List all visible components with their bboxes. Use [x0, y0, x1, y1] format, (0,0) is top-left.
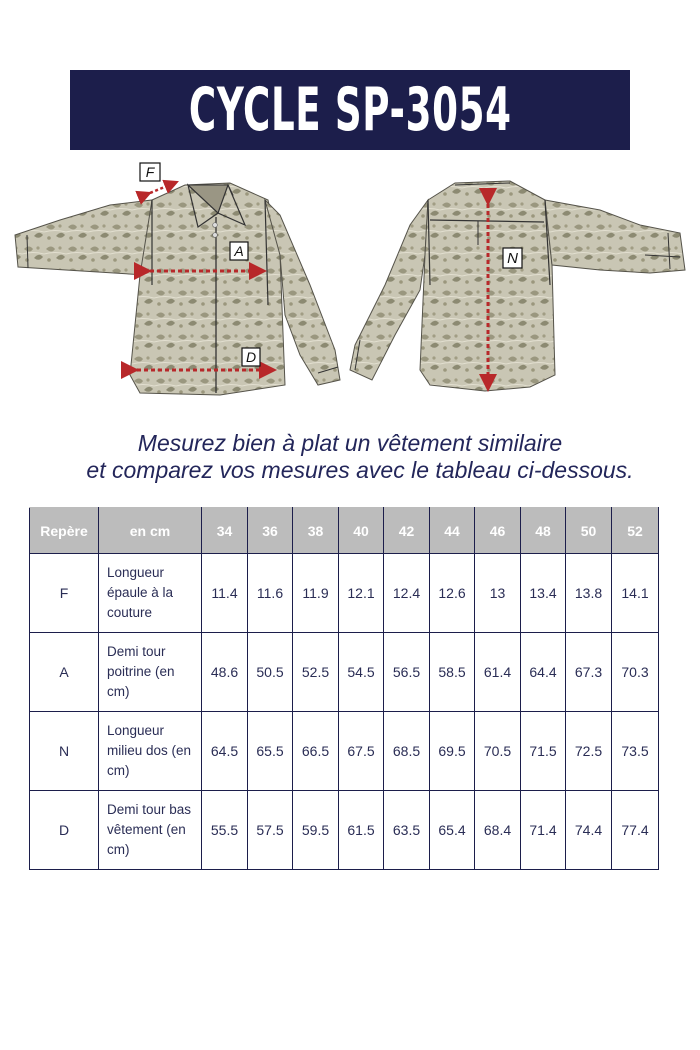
cell-value: 52.5 [293, 633, 339, 712]
garment-illustrations [0, 155, 700, 400]
row-repere: D [30, 791, 99, 870]
cell-value: 61.5 [339, 791, 384, 870]
cell-value: 70.5 [475, 712, 521, 791]
header-size-50: 50 [566, 508, 612, 554]
table-row [30, 791, 659, 870]
cell-value: 11.6 [248, 554, 293, 633]
header-size-38: 38 [293, 508, 339, 554]
cell-value: 12.1 [339, 554, 384, 633]
cell-value: 63.5 [384, 791, 430, 870]
cell-value: 71.4 [521, 791, 566, 870]
cell-value: 13.8 [566, 554, 612, 633]
header-size-52: 52 [612, 508, 659, 554]
header-size-34: 34 [202, 508, 248, 554]
cell-value: 56.5 [384, 633, 430, 712]
svg-text:A: A [234, 243, 244, 259]
cell-value: 13 [475, 554, 521, 633]
row-label: Demi tour bas vêtement (en cm) [99, 791, 202, 870]
back-shirt-illustration [350, 181, 685, 391]
cell-value: 67.3 [566, 633, 612, 712]
cell-value: 11.9 [293, 554, 339, 633]
instructions-line-2: et comparez vos mesures avec le tableau ci-dessous. [86, 457, 634, 483]
table-row [30, 633, 659, 712]
cell-value: 69.5 [430, 712, 475, 791]
cell-value: 58.5 [430, 633, 475, 712]
row-repere: A [30, 633, 99, 712]
header-size-36: 36 [248, 508, 293, 554]
measurement-instructions [0, 430, 700, 484]
front-shirt-illustration [15, 163, 340, 395]
row-label: Longueur épaule à la couture [99, 554, 202, 633]
cell-value: 70.3 [612, 633, 659, 712]
row-label: Demi tour poitrine (en cm) [99, 633, 202, 712]
cell-value: 68.5 [384, 712, 430, 791]
cell-value: 65.4 [430, 791, 475, 870]
cell-value: 50.5 [248, 633, 293, 712]
header-size-46: 46 [475, 508, 521, 554]
cell-value: 11.4 [202, 554, 248, 633]
instructions-line-1: Mesurez bien à plat un vêtement similaire [137, 430, 563, 456]
svg-text:N: N [507, 250, 518, 267]
cell-value: 71.5 [521, 712, 566, 791]
cell-value: 55.5 [202, 791, 248, 870]
cell-value: 61.4 [475, 633, 521, 712]
cell-value: 48.6 [202, 633, 248, 712]
cell-value: 57.5 [248, 791, 293, 870]
table-row [30, 554, 659, 633]
cell-value: 54.5 [339, 633, 384, 712]
cell-value: 65.5 [248, 712, 293, 791]
cell-value: 74.4 [566, 791, 612, 870]
size-chart-table [29, 507, 659, 870]
cell-value: 64.4 [521, 633, 566, 712]
cell-value: 73.5 [612, 712, 659, 791]
header-size-48: 48 [521, 508, 566, 554]
svg-text:F: F [145, 164, 155, 180]
cell-value: 13.4 [521, 554, 566, 633]
cell-value: 66.5 [293, 712, 339, 791]
cell-value: 77.4 [612, 791, 659, 870]
page-title: CYCLE SP-3054 [188, 75, 512, 145]
row-repere: N [30, 712, 99, 791]
cell-value: 64.5 [202, 712, 248, 791]
title-banner [70, 70, 630, 150]
table-header-row [30, 508, 659, 554]
header-repere: Repère [30, 508, 99, 554]
header-unit: en cm [99, 508, 202, 554]
cell-value: 59.5 [293, 791, 339, 870]
table-row [30, 712, 659, 791]
header-size-44: 44 [430, 508, 475, 554]
svg-text:D: D [245, 349, 257, 365]
cell-value: 72.5 [566, 712, 612, 791]
row-label: Longueur milieu dos (en cm) [99, 712, 202, 791]
header-size-40: 40 [339, 508, 384, 554]
cell-value: 68.4 [475, 791, 521, 870]
cell-value: 14.1 [612, 554, 659, 633]
cell-value: 12.4 [384, 554, 430, 633]
cell-value: 67.5 [339, 712, 384, 791]
header-size-42: 42 [384, 508, 430, 554]
cell-value: 12.6 [430, 554, 475, 633]
row-repere: F [30, 554, 99, 633]
